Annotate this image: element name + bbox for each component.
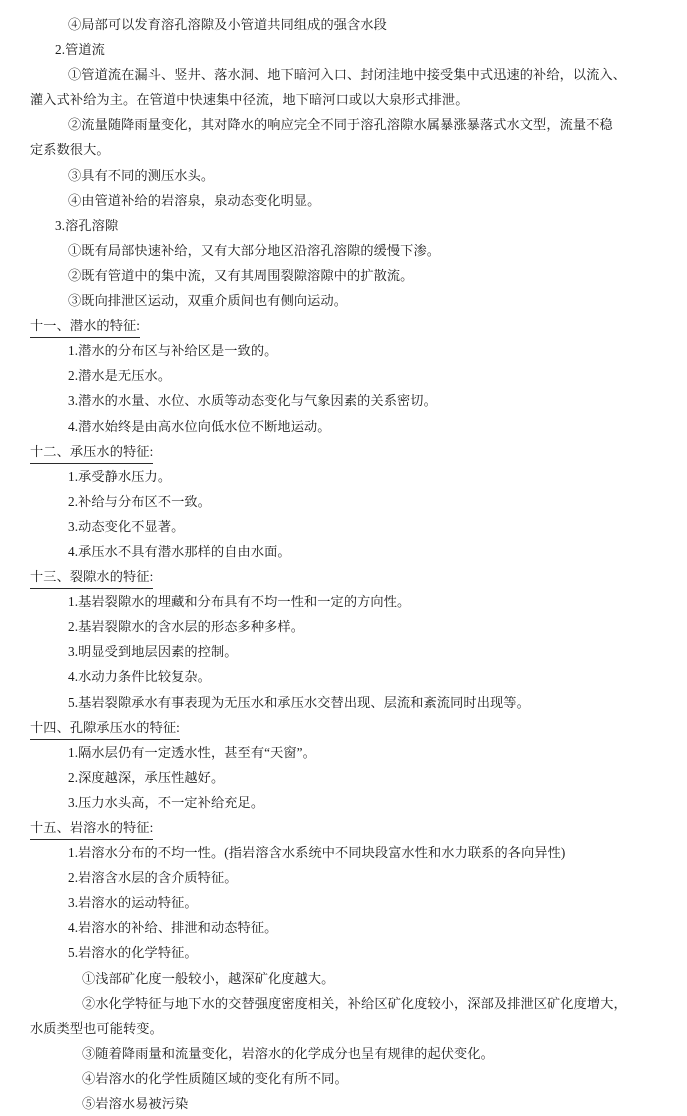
text-line: ③具有不同的测压水头。 xyxy=(68,167,215,183)
text-line: ①管道流在漏斗、竖井、落水洞、地下暗河入口、封闭洼地中接受集中式迅速的补给，以流入、 xyxy=(68,67,627,83)
text-line: 3.压力水头高，不一定补给充足。 xyxy=(68,794,265,810)
text-line: ④岩溶水的化学性质随区域的变化有所不同。 xyxy=(82,1070,348,1086)
text-line: 2.潜水是无压水。 xyxy=(68,368,172,384)
section-heading-label: 十三、裂隙水的特征: xyxy=(30,565,153,589)
text-line: 5.岩溶水的化学特征。 xyxy=(68,945,198,961)
section-heading xyxy=(30,439,657,464)
text-line: ④局部可以发育溶孔溶隙及小管道共同组成的强含水段 xyxy=(68,17,387,32)
text-line: ①浅部矿化度一般较小，越深矿化度越大。 xyxy=(82,970,335,986)
text-line: 1.隔水层仍有一定透水性，甚至有“天窗”。 xyxy=(68,744,316,760)
text-line: 1.岩溶水分布的不均一性。(指岩溶含水系统中不同块段富水性和水力联系的各向异性) xyxy=(68,845,566,861)
text-line: 3.动态变化不显著。 xyxy=(68,518,185,534)
text-line: 3.溶孔溶隙 xyxy=(55,217,119,233)
section-heading xyxy=(30,715,657,740)
text-line: 2.深度越深，承压性越好。 xyxy=(68,769,225,785)
text-line: 4.承压水不具有潜水那样的自由水面。 xyxy=(68,543,291,559)
section-heading-label: 十二、承压水的特征: xyxy=(30,440,153,464)
text-line: ③既向排泄区运动，双重介质间也有侧向运动。 xyxy=(68,293,348,309)
text-line: ③随着降雨量和流量变化，岩溶水的化学成分也呈有规律的起伏变化。 xyxy=(82,1045,494,1061)
text-line: 2.岩溶含水层的含介质特征。 xyxy=(68,870,238,886)
text-line: 定系数很大。 xyxy=(30,142,110,158)
text-line: 水质类型也可能转变。 xyxy=(30,1020,163,1036)
text-line: 4.潜水始终是由高水位向低水位不断地运动。 xyxy=(68,418,331,434)
text-line: ①既有局部快速补给，又有大部分地区沿溶孔溶隙的缓慢下渗。 xyxy=(68,242,441,258)
text-line: 2.管道流 xyxy=(55,42,105,58)
text-line: 4.岩溶水的补给、排泄和动态特征。 xyxy=(68,920,278,936)
text-line: ②流量随降雨量变化，其对降水的响应完全不同于溶孔溶隙水属暴涨暴落式水文型，流量不稳 xyxy=(68,117,613,133)
text-line: 1.基岩裂隙水的埋藏和分布具有不均一性和一定的方向性。 xyxy=(68,594,411,610)
text-line: 5.基岩裂隙承水有事表现为无压水和承压水交替出现、层流和紊流同时出现等。 xyxy=(68,694,530,710)
section-heading-label: 十五、岩溶水的特征: xyxy=(30,816,153,840)
text-line: ②水化学特征与地下水的交替强度密度相关，补给区矿化度较小，深部及排泄区矿化度增大， xyxy=(82,995,627,1011)
document-body xyxy=(30,12,657,1116)
text-line: ⑤岩溶水易被污染 xyxy=(82,1096,189,1112)
section-heading xyxy=(30,815,657,840)
text-line: 2.补给与分布区不一致。 xyxy=(68,493,211,509)
text-line: 2.基岩裂隙水的含水层的形态多种多样。 xyxy=(68,619,304,635)
section-heading xyxy=(30,313,657,338)
text-line: ②既有管道中的集中流，又有其周围裂隙溶隙中的扩散流。 xyxy=(68,267,414,283)
section-heading-label: 十一、潜水的特征: xyxy=(30,314,140,338)
text-line: 1.承受静水压力。 xyxy=(68,468,172,484)
section-heading-label: 十四、孔隙承压水的特征: xyxy=(30,716,180,740)
text-line: 4.水动力条件比较复杂。 xyxy=(68,669,211,685)
section-heading xyxy=(30,564,657,589)
text-line: ④由管道补给的岩溶泉，泉动态变化明显。 xyxy=(68,192,321,208)
text-line: 3.明显受到地层因素的控制。 xyxy=(68,644,238,660)
text-line: 3.岩溶水的运动特征。 xyxy=(68,895,198,911)
text-line: 3.潜水的水量、水位、水质等动态变化与气象因素的关系密切。 xyxy=(68,393,437,409)
text-line: 灌入式补给为主。在管道中快速集中径流，地下暗河口或以大泉形式排泄。 xyxy=(30,92,469,108)
text-line: 1.潜水的分布区与补给区是一致的。 xyxy=(68,343,278,359)
